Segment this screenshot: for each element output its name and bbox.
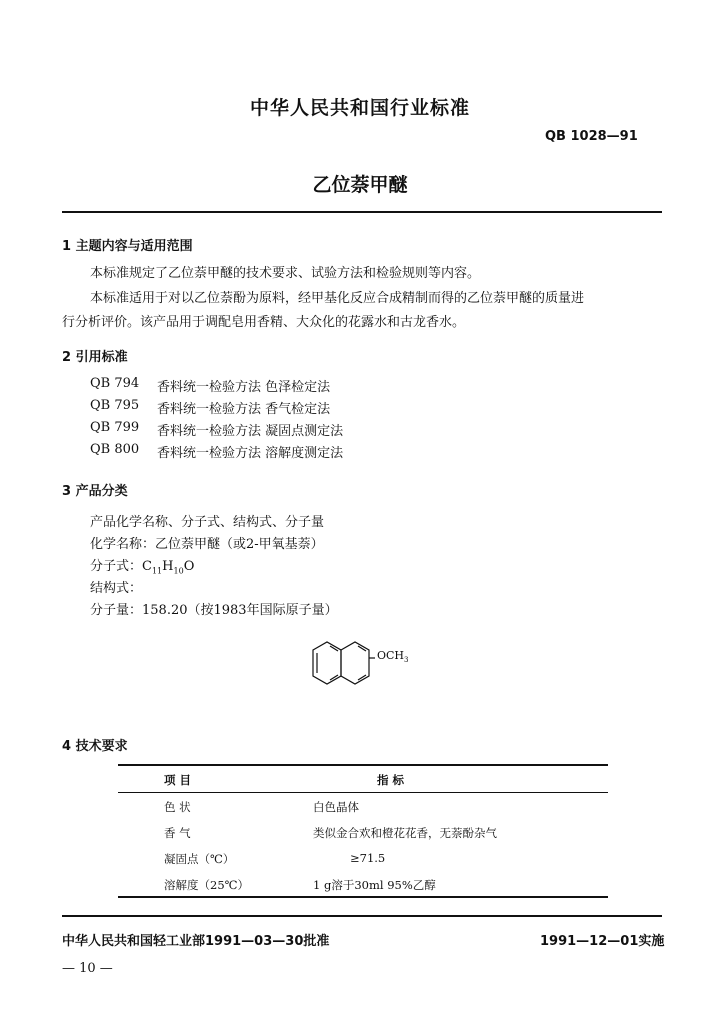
structure-label: 结构式：: [90, 581, 143, 596]
implementation-date: 1991—12—01实施: [540, 934, 665, 949]
formula-h: H: [162, 559, 174, 574]
standard-code: QB 1028—91: [545, 129, 638, 144]
reference-code: QB 800: [90, 442, 140, 457]
formula-c-subscript: 11: [151, 566, 163, 576]
section-4-heading: 4 技术要求: [62, 739, 128, 754]
section-1-paragraph-2-line-2: 行分析评价。该产品用于调配皂用香精、大众化的花露水和古龙香水。: [62, 315, 466, 330]
reference-code: QB 795: [90, 398, 140, 413]
approval-line: 中华人民共和国轻工业部1991—03—30批准: [62, 934, 330, 949]
formula-label: 分子式：: [90, 559, 143, 574]
reference-title: 香料统一检验方法 溶解度测定法: [157, 446, 344, 461]
methoxy-subscript: 3: [404, 656, 409, 665]
table-row-item: 色 状: [164, 800, 191, 814]
table-header-item: 项 目: [164, 773, 192, 787]
methoxy-text: OCH: [377, 649, 405, 662]
table-top-rule: [118, 764, 608, 766]
table-row-item: 香 气: [164, 826, 191, 840]
table-row-item: 凝固点（℃）: [164, 852, 235, 866]
formula-o: O: [183, 559, 195, 574]
reference-code: QB 794: [90, 376, 140, 391]
reference-title: 香料统一检验方法 香气检定法: [157, 402, 331, 417]
document-title: 乙位萘甲醚: [312, 174, 408, 196]
section-1-paragraph-2-line-1: 本标准适用于对以乙位萘酚为原料，经甲基化反应合成精制而得的乙位萘甲醚的质量进: [90, 291, 585, 306]
standard-title: 中华人民共和国行业标准: [249, 97, 470, 119]
top-rule: [62, 211, 662, 213]
section-1-heading: 1 主题内容与适用范围: [62, 239, 193, 254]
table-row-value: ≥71.5: [350, 851, 386, 865]
table-row-value: 白色晶体: [313, 800, 359, 814]
chemical-name: 化学名称：乙位萘甲醚（或2-甲氧基萘）: [90, 537, 324, 552]
page-number: — 10 —: [62, 961, 113, 976]
formula-c: C: [142, 559, 152, 574]
reference-title: 香料统一检验方法 色泽检定法: [157, 380, 331, 395]
reference-title: 香料统一检验方法 凝固点测定法: [157, 424, 344, 439]
bottom-rule: [62, 915, 662, 917]
table-bottom-rule: [118, 896, 608, 898]
formula-h-subscript: 10: [173, 566, 184, 576]
molecular-weight: 分子量：158.20（按1983年国际原子量）: [90, 603, 338, 618]
molecular-formula: [90, 555, 194, 576]
section-2-heading: 2 引用标准: [62, 350, 128, 365]
methoxy-group-label: [377, 649, 409, 664]
table-row-value: 类似金合欢和橙花花香，无萘酚杂气: [313, 826, 497, 840]
naphthalene-rings: [313, 642, 375, 684]
structural-formula: [295, 636, 405, 696]
section-1-paragraph-1: 本标准规定了乙位萘甲醚的技术要求、试验方法和检验规则等内容。: [90, 266, 481, 281]
table-header-rule: [118, 792, 608, 793]
reference-code: QB 799: [90, 420, 140, 435]
table-row-value: 1 g溶于30ml 95%乙醇: [313, 878, 436, 892]
table-row-item: 溶解度（25℃）: [164, 878, 249, 892]
classification-line: 产品化学名称、分子式、结构式、分子量: [90, 515, 325, 530]
table-header-spec: 指 标: [377, 773, 405, 787]
section-3-heading: 3 产品分类: [62, 484, 128, 499]
